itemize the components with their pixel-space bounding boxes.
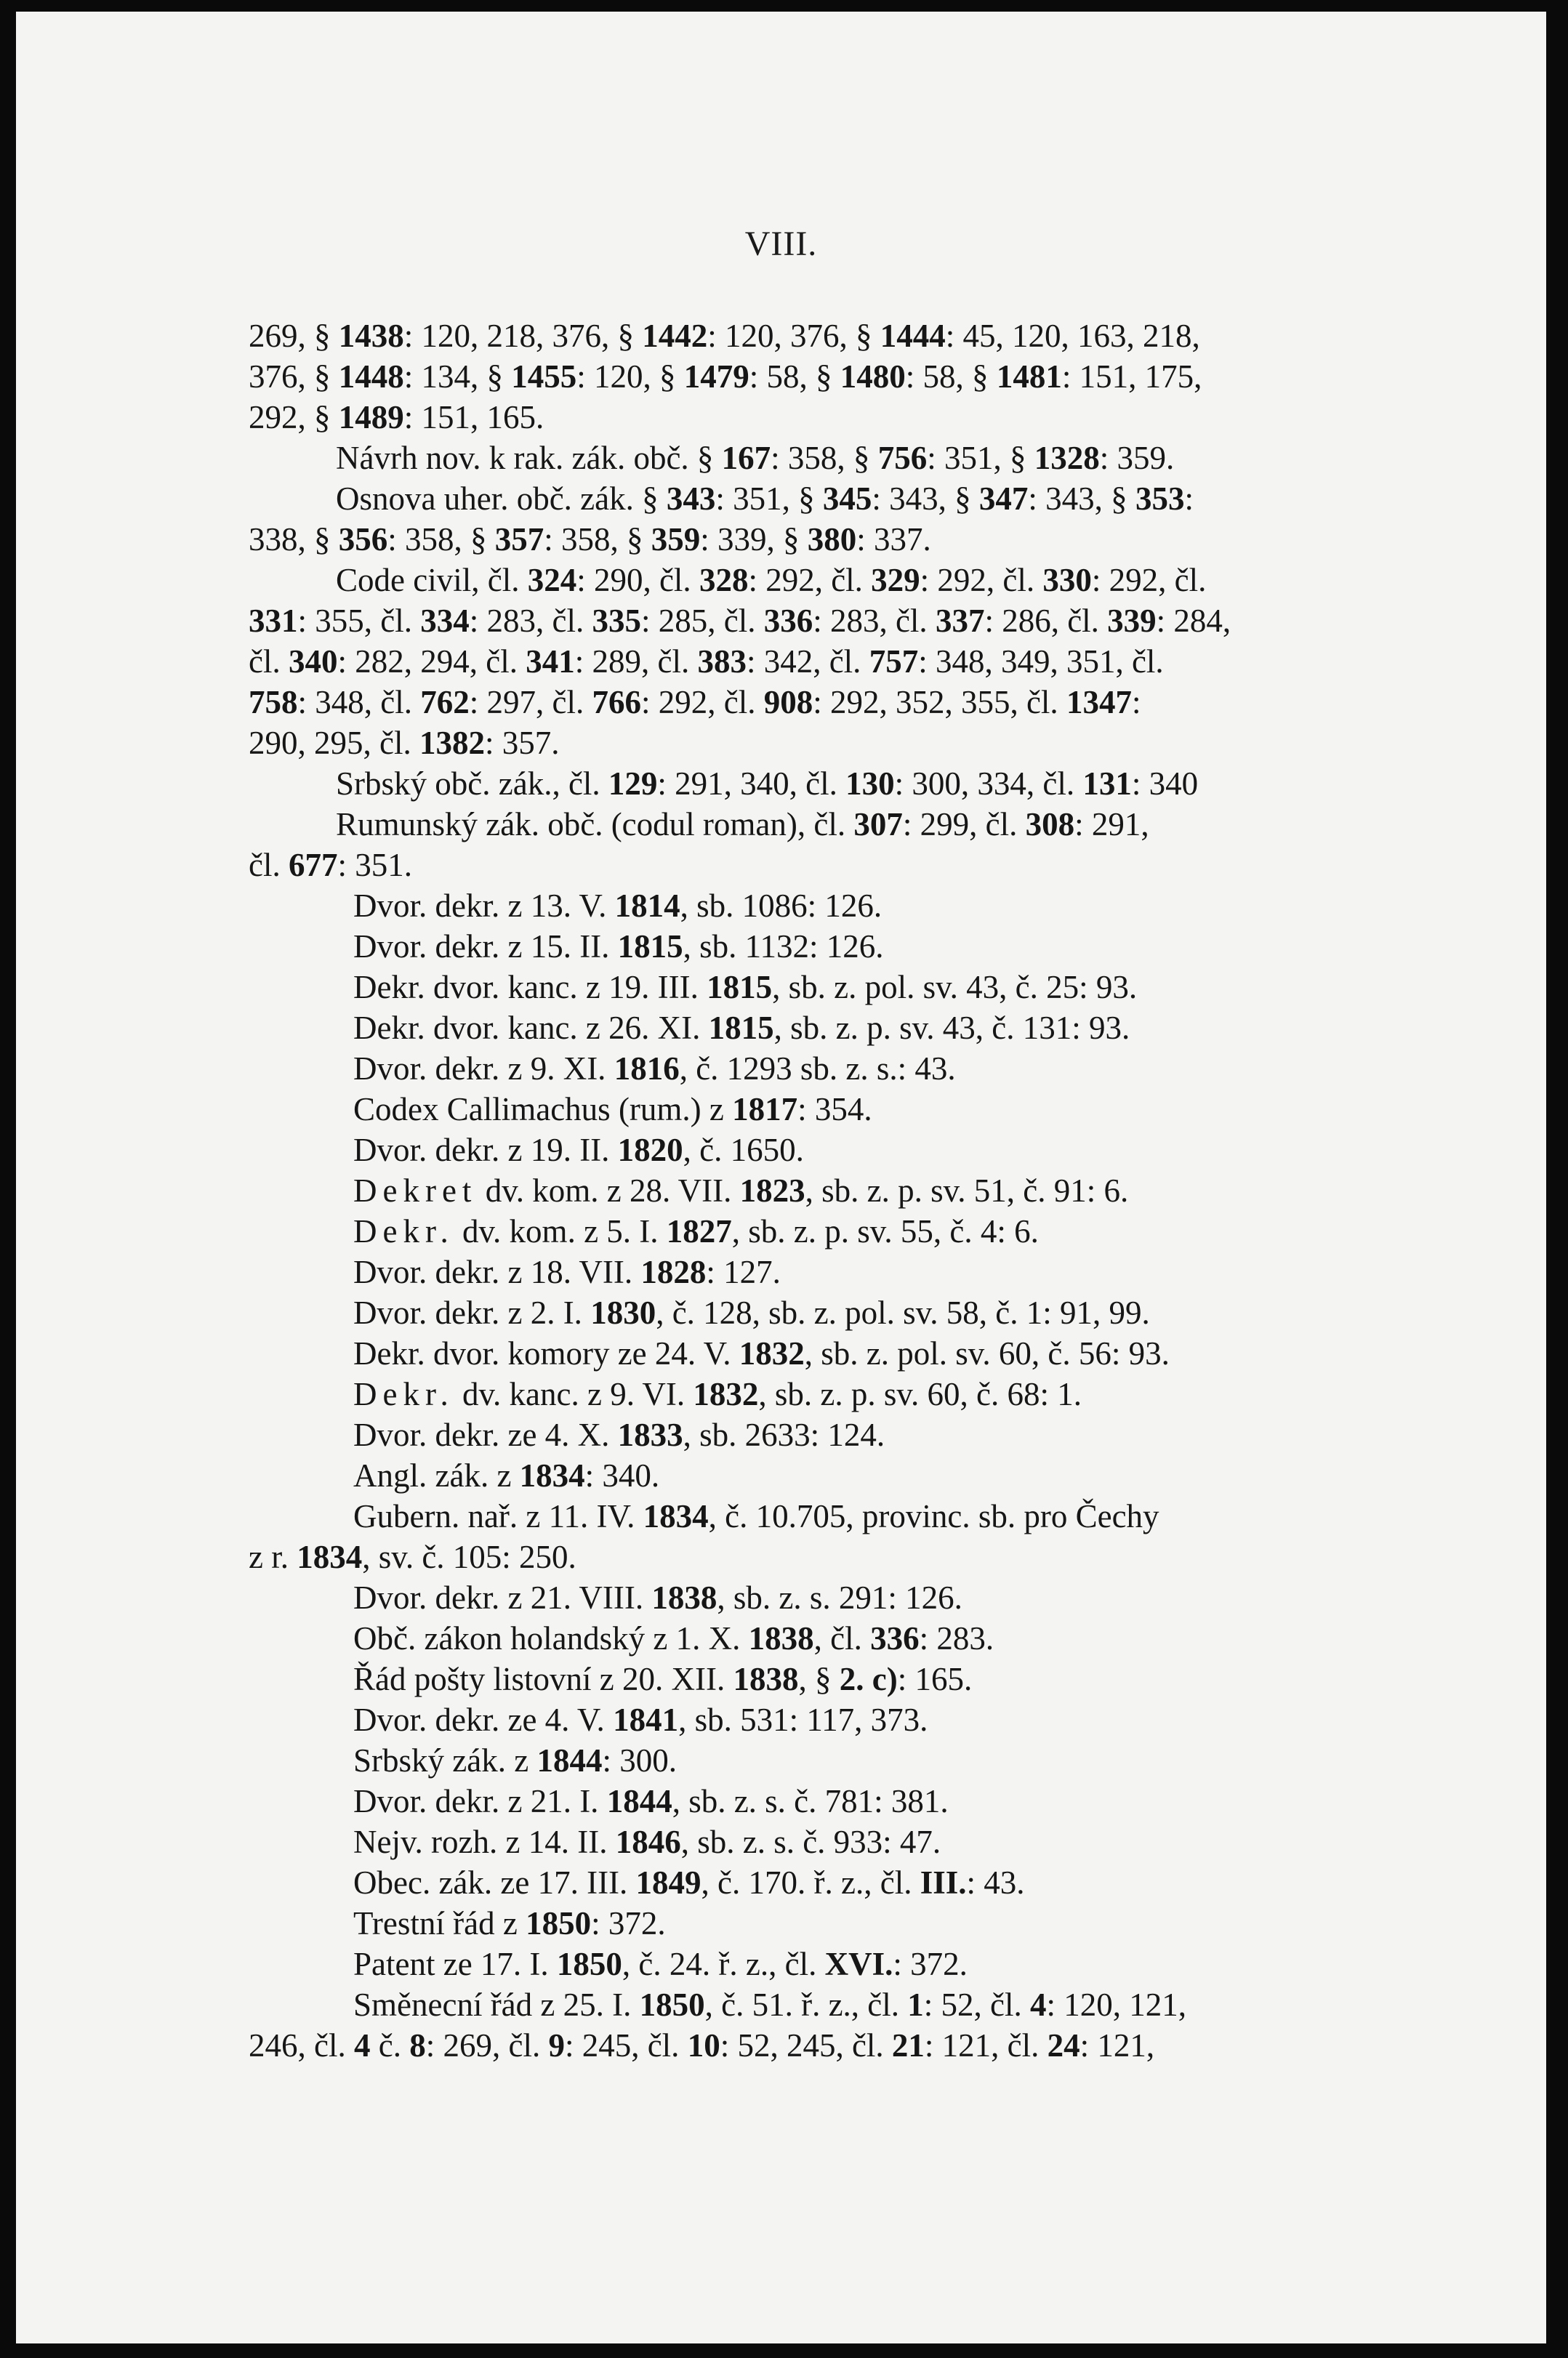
index-line: Angl. zák. z 1834: 340. <box>353 1457 660 1494</box>
index-line: Srbský zák. z 1844: 300. <box>353 1742 677 1779</box>
index-line: Trestní řád z 1850: 372. <box>353 1905 666 1941</box>
index-line: Dvor. dekr. ze 4. V. 1841, sb. 531: 117, 373. <box>353 1702 928 1738</box>
index-line: Dvor. dekr. z 13. V. 1814, sb. 1086: 126. <box>353 888 882 924</box>
index-line: Návrh nov. k rak. zák. obč. § 167: 358, § 756: 351, § 1328: 359. <box>336 440 1175 476</box>
index-line: Dekret dv. kom. z 28. VII. 1823, sb. z. p. sv. 51, č. 91: 6. <box>353 1172 1129 1209</box>
index-line: Dvor. dekr. z 18. VII. 1828: 127. <box>353 1254 781 1290</box>
index-line: 331: 355, čl. 334: 283, čl. 335: 285, čl. 336: 283, čl. 337: 286, čl. 339: 284, <box>249 603 1231 639</box>
index-line: Dvor. dekr. z 9. XI. 1816, č. 1293 sb. z. s.: 43. <box>353 1050 956 1087</box>
index-line: Obč. zákon holandský z 1. X. 1838, čl. 336: 283. <box>353 1620 994 1657</box>
index-line: Code civil, čl. 324: 290, čl. 328: 292, čl. 329: 292, čl. 330: 292, čl. <box>336 562 1207 598</box>
page-number: VIII. <box>744 225 818 263</box>
index-text-block <box>249 315 1368 2066</box>
index-line: Směnecní řád z 25. I. 1850, č. 51. ř. z., čl. 1: 52, čl. 4: 120, 121, <box>353 1987 1187 2023</box>
index-line: Dekr. dvor. kanc. z 26. XI. 1815, sb. z. p. sv. 43, č. 131: 93. <box>353 1010 1130 1046</box>
index-line: 292, § 1489: 151, 165. <box>249 399 544 435</box>
index-line: Řád pošty listovní z 20. XII. 1838, § 2. c): 165. <box>353 1661 973 1697</box>
index-line: Dvor. dekr. z 21. I. 1844, sb. z. s. č. 781: 381. <box>353 1783 949 1819</box>
index-line: 376, § 1448: 134, § 1455: 120, § 1479: 58, § 1480: 58, § 1481: 151, 175, <box>249 358 1202 395</box>
index-line: čl. 677: 351. <box>249 847 412 883</box>
index-line: Srbský obč. zák., čl. 129: 291, 340, čl. 130: 300, 334, čl. 131: 340 <box>336 765 1199 802</box>
index-line: Rumunský zák. obč. (codul roman), čl. 307: 299, čl. 308: 291, <box>336 806 1149 842</box>
index-line: Patent ze 17. I. 1850, č. 24. ř. z., čl. XVI.: 372. <box>353 1946 968 1982</box>
index-line: Dekr. dvor. kanc. z 19. III. 1815, sb. z. pol. sv. 43, č. 25: 93. <box>353 969 1138 1005</box>
index-line: Codex Callimachus (rum.) z 1817: 354. <box>353 1091 872 1127</box>
index-line: Dekr. dv. kanc. z 9. VI. 1832, sb. z. p. sv. 60, č. 68: 1. <box>353 1376 1082 1412</box>
index-line: Dvor. dekr. z 21. VIII. 1838, sb. z. s. 291: 126. <box>353 1580 962 1616</box>
index-line: 269, § 1438: 120, 218, 376, § 1442: 120, 376, § 1444: 45, 120, 163, 218, <box>249 318 1200 354</box>
index-line: 758: 348, čl. 762: 297, čl. 766: 292, čl. 908: 292, 352, 355, čl. 1347: <box>249 684 1141 720</box>
index-line: Nejv. rozh. z 14. II. 1846, sb. z. s. č. 933: 47. <box>353 1824 941 1860</box>
index-line: Dekr. dvor. komory ze 24. V. 1832, sb. z. pol. sv. 60, č. 56: 93. <box>353 1335 1170 1372</box>
index-line: Dvor. dekr. z 19. II. 1820, č. 1650. <box>353 1132 804 1168</box>
index-line: čl. 340: 282, 294, čl. 341: 289, čl. 383: 342, čl. 757: 348, 349, 351, čl. <box>249 643 1164 680</box>
index-line: z r. 1834, sv. č. 105: 250. <box>249 1539 576 1575</box>
index-line: 246, čl. 4 č. 8: 269, čl. 9: 245, čl. 10: 52, 245, čl. 21: 121, čl. 24: 121, <box>249 2027 1155 2064</box>
index-line: Dvor. dekr. ze 4. X. 1833, sb. 2633: 124. <box>353 1417 885 1453</box>
index-line: Dekr. dv. kom. z 5. I. 1827, sb. z. p. sv. 55, č. 4: 6. <box>353 1213 1039 1250</box>
index-line: Dvor. dekr. z 2. I. 1830, č. 128, sb. z. pol. sv. 58, č. 1: 91, 99. <box>353 1295 1150 1331</box>
index-line: Obec. zák. ze 17. III. 1849, č. 170. ř. z., čl. III.: 43. <box>353 1864 1025 1901</box>
index-line: Gubern. nař. z 11. IV. 1834, č. 10.705, provinc. sb. pro Čechy <box>353 1498 1159 1534</box>
index-line: 290, 295, čl. 1382: 357. <box>249 725 560 761</box>
book-page <box>16 12 1546 2343</box>
index-line: Dvor. dekr. z 15. II. 1815, sb. 1132: 126. <box>353 928 884 965</box>
index-line: Osnova uher. obč. zák. § 343: 351, § 345: 343, § 347: 343, § 353: <box>336 480 1194 517</box>
index-line: 338, § 356: 358, § 357: 358, § 359: 339, § 380: 337. <box>249 521 931 558</box>
